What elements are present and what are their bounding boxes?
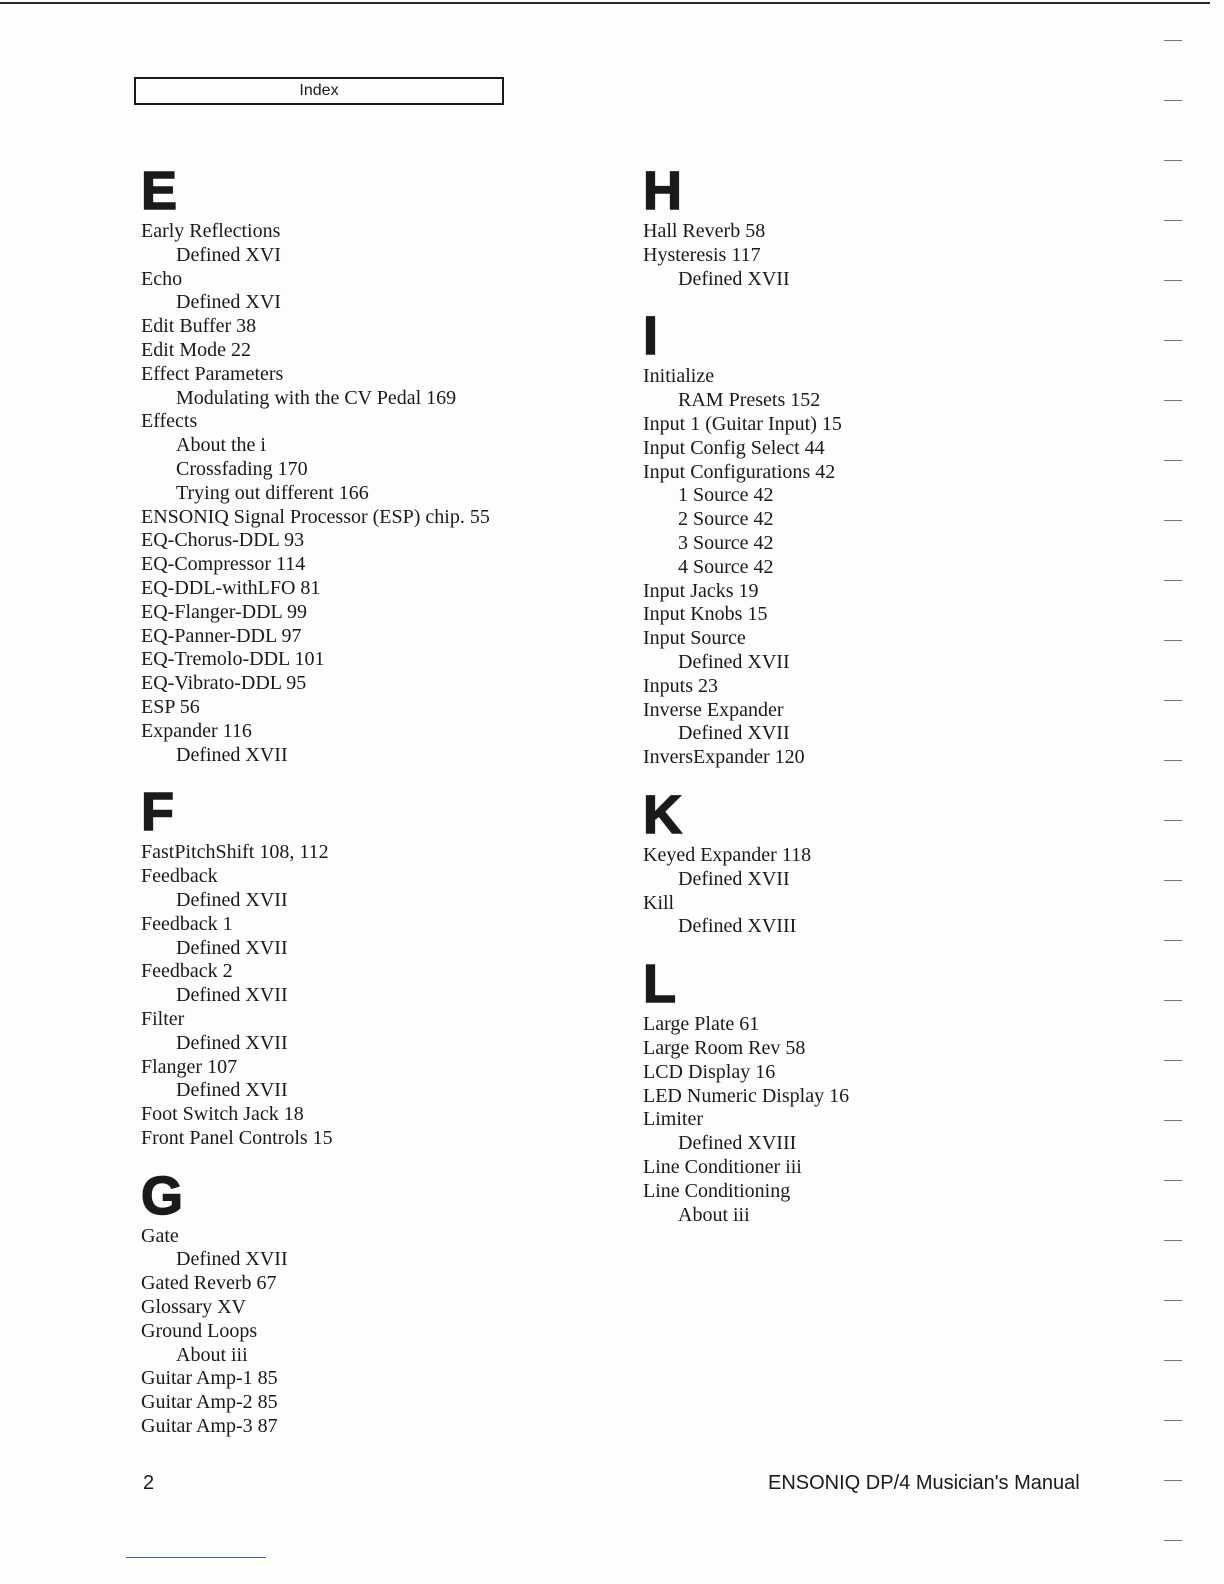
index-entry: Glossary XV bbox=[141, 1296, 246, 1319]
edge-mark bbox=[1164, 520, 1182, 521]
index-entry: Feedback bbox=[141, 865, 218, 888]
index-subentry: Defined XVII bbox=[176, 936, 288, 959]
edge-mark bbox=[1164, 400, 1182, 401]
index-entry: Initialize bbox=[643, 365, 715, 388]
index-column-left bbox=[141, 162, 611, 1455]
index-subentry: About the i bbox=[176, 434, 266, 457]
edge-mark bbox=[1164, 1420, 1182, 1421]
index-entry: EQ-Chorus-DDL 93 bbox=[141, 529, 305, 552]
index-entry: LCD Display 16 bbox=[643, 1060, 776, 1083]
index-entry: Edit Buffer 38 bbox=[141, 315, 257, 338]
index-subentry: Defined XVII bbox=[176, 1031, 288, 1054]
index-entry: LED Numeric Display 16 bbox=[643, 1084, 850, 1107]
index-subentry: Defined XVI bbox=[176, 291, 281, 314]
section-letter: F bbox=[141, 782, 174, 843]
edge-mark bbox=[1164, 1480, 1182, 1481]
edge-mark bbox=[1164, 40, 1182, 41]
index-entry: Edit Mode 22 bbox=[141, 338, 251, 361]
index-entry: Input 1 (Guitar Input) 15 bbox=[643, 412, 842, 435]
index-subentry: About iii bbox=[176, 1343, 248, 1366]
index-subentry: Defined XVII bbox=[176, 984, 288, 1007]
edge-mark bbox=[1164, 580, 1182, 581]
index-subentry: Defined XVII bbox=[678, 867, 790, 890]
index-entry: Expander 116 bbox=[141, 719, 252, 742]
edge-mark bbox=[1164, 1300, 1182, 1301]
index-entry: ENSONIQ Signal Processor (ESP) chip. 55 bbox=[141, 505, 490, 528]
index-section-f bbox=[141, 783, 611, 1150]
index-section-g bbox=[141, 1167, 611, 1439]
index-entry: Input Knobs 15 bbox=[643, 603, 768, 626]
index-subentry: About iii bbox=[678, 1203, 750, 1226]
section-letter: L bbox=[643, 954, 676, 1015]
index-entry: Inputs 23 bbox=[643, 674, 718, 697]
index-section-i bbox=[643, 307, 1113, 770]
index-entry: Filter bbox=[141, 1007, 185, 1030]
top-rule bbox=[0, 2, 1210, 4]
index-subentry: Defined XVII bbox=[176, 1248, 288, 1271]
edge-mark bbox=[1164, 820, 1182, 821]
index-section-h bbox=[643, 162, 1113, 291]
index-subentry: 4 Source 42 bbox=[678, 555, 774, 578]
index-entry: Feedback 1 bbox=[141, 912, 233, 935]
index-subentry: Defined XVII bbox=[176, 888, 288, 911]
index-entry: Input Config Select 44 bbox=[643, 436, 825, 459]
edge-mark bbox=[1164, 160, 1182, 161]
index-entry: Feedback 2 bbox=[141, 960, 233, 983]
index-entry: Input Configurations 42 bbox=[643, 460, 836, 483]
index-entry: Line Conditioning bbox=[643, 1179, 791, 1202]
index-subentry: Crossfading 170 bbox=[176, 457, 308, 480]
edge-mark bbox=[1164, 700, 1182, 701]
index-entry: Inverse Expander bbox=[643, 698, 784, 721]
index-entry: Kill bbox=[643, 891, 675, 914]
index-entry: EQ-Panner-DDL 97 bbox=[141, 624, 302, 647]
edge-mark bbox=[1164, 340, 1182, 341]
index-entry: EQ-Vibrato-DDL 95 bbox=[141, 672, 307, 695]
index-subentry: Defined XVIII bbox=[678, 915, 797, 938]
edge-mark bbox=[1164, 280, 1182, 281]
index-entry: Limiter bbox=[643, 1108, 703, 1131]
index-entry: Hysteresis 117 bbox=[643, 243, 761, 266]
edge-mark bbox=[1164, 1360, 1182, 1361]
edge-mark bbox=[1164, 1180, 1182, 1181]
edge-mark bbox=[1164, 1060, 1182, 1061]
edge-mark bbox=[1164, 640, 1182, 641]
index-entry: Guitar Amp-3 87 bbox=[141, 1415, 278, 1438]
index-entry: Gated Reverb 67 bbox=[141, 1272, 277, 1295]
index-entry: EQ-DDL-withLFO 81 bbox=[141, 576, 321, 599]
index-entry: Echo bbox=[141, 267, 183, 290]
index-subentry: Defined XVII bbox=[176, 1079, 288, 1102]
section-letter: I bbox=[643, 306, 659, 367]
index-entry: Guitar Amp-1 85 bbox=[141, 1367, 278, 1390]
index-entry: Large Plate 61 bbox=[643, 1013, 760, 1036]
index-subentry: 3 Source 42 bbox=[678, 531, 774, 554]
section-letter: E bbox=[141, 161, 178, 221]
edge-mark bbox=[1164, 1120, 1182, 1121]
index-subentry: 2 Source 42 bbox=[678, 508, 774, 531]
page-number: 2 bbox=[143, 1472, 155, 1494]
manual-title: ENSONIQ DP/4 Musician's Manual bbox=[768, 1472, 1080, 1494]
index-entry: Foot Switch Jack 18 bbox=[141, 1103, 304, 1126]
edge-mark bbox=[1164, 760, 1182, 761]
index-entry: EQ-Compressor 114 bbox=[141, 553, 306, 576]
edge-mark bbox=[1164, 1000, 1182, 1001]
edge-mark bbox=[1164, 220, 1182, 221]
index-subentry: Defined XVI bbox=[176, 243, 281, 266]
index-entry: Input Source bbox=[643, 627, 746, 650]
index-section-k bbox=[643, 786, 1113, 939]
index-entry: Large Room Rev 58 bbox=[643, 1036, 806, 1059]
bottom-link-underline bbox=[126, 1557, 266, 1558]
section-letter: K bbox=[643, 784, 682, 845]
index-subentry: Trying out different 166 bbox=[176, 481, 369, 504]
index-entry: EQ-Flanger-DDL 99 bbox=[141, 600, 308, 623]
edge-mark bbox=[1164, 1240, 1182, 1241]
index-entry: Input Jacks 19 bbox=[643, 579, 759, 602]
index-subentry: RAM Presets 152 bbox=[678, 389, 821, 412]
index-subentry: Defined XVIII bbox=[678, 1132, 797, 1155]
index-entry: FastPitchShift 108, 112 bbox=[141, 841, 329, 864]
index-entry: Guitar Amp-2 85 bbox=[141, 1391, 278, 1414]
edge-mark bbox=[1164, 1540, 1182, 1541]
index-subentry: Defined XVII bbox=[678, 650, 790, 673]
index-entry: Effects bbox=[141, 410, 198, 433]
edge-mark bbox=[1164, 100, 1182, 101]
scan-edge-marks bbox=[1160, 30, 1190, 1560]
section-letter: G bbox=[141, 1165, 184, 1226]
section-header bbox=[134, 77, 504, 105]
index-section-l bbox=[643, 955, 1113, 1227]
index-entry: Hall Reverb 58 bbox=[643, 220, 766, 242]
index-section-e bbox=[141, 162, 611, 767]
edge-mark bbox=[1164, 880, 1182, 881]
edge-mark bbox=[1164, 460, 1182, 461]
index-entry: Line Conditioner iii bbox=[643, 1155, 802, 1178]
index-entry: ESP 56 bbox=[141, 695, 200, 718]
index-subentry: Defined XVII bbox=[678, 267, 790, 290]
edge-mark bbox=[1164, 940, 1182, 941]
index-subentry: Modulating with the CV Pedal 169 bbox=[176, 386, 457, 409]
index-subentry: Defined XVII bbox=[678, 722, 790, 745]
index-entry: Gate bbox=[141, 1224, 179, 1247]
index-entry: Keyed Expander 118 bbox=[643, 843, 812, 866]
index-subentry: 1 Source 42 bbox=[678, 484, 774, 507]
section-letter: H bbox=[643, 161, 682, 221]
index-entry: EQ-Tremolo-DDL 101 bbox=[141, 648, 325, 671]
index-subentry: Defined XVII bbox=[176, 743, 288, 766]
index-entry: Front Panel Controls 15 bbox=[141, 1126, 333, 1149]
index-entry: Ground Loops bbox=[141, 1319, 258, 1342]
index-column-right bbox=[643, 162, 1113, 1243]
index-entry: Early Reflections bbox=[141, 220, 281, 242]
index-entry: Flanger 107 bbox=[141, 1055, 238, 1078]
section-header-title: Index bbox=[299, 82, 339, 99]
index-entry: InversExpander 120 bbox=[643, 746, 805, 769]
index-entry: Effect Parameters bbox=[141, 362, 284, 385]
